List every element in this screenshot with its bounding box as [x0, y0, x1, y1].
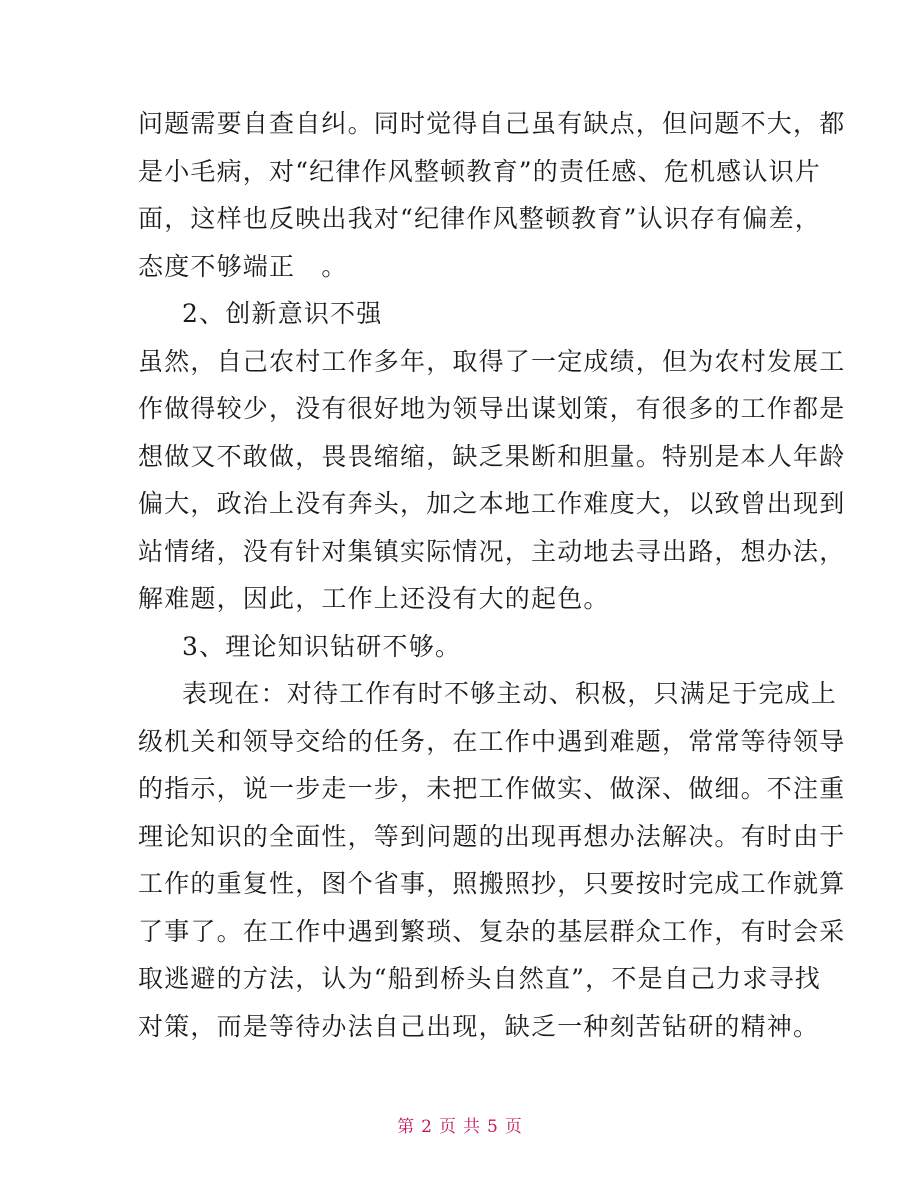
text-line: 对策，而是等待办法自己出现，缺乏一种刻苦钻研的精神。: [138, 1011, 820, 1041]
text-line: 解难题，因此，工作上还没有大的起色。: [138, 584, 610, 613]
footer-prefix: 第: [397, 1117, 416, 1137]
text-line: 的指示，说一步走一步，未把工作做实、做深、做细。不注重: [138, 774, 846, 803]
text-line: 了事了。在工作中遇到繁琐、复杂的基层群众工作，有时会采: [138, 916, 846, 946]
paragraph-theory: [138, 670, 846, 1050]
footer-total-word: 共: [463, 1117, 481, 1137]
footer-suffix: 页: [504, 1117, 523, 1137]
footer-current-page: 2: [421, 1117, 433, 1137]
page-footer: [0, 1112, 920, 1137]
text-line: 虽然，自己农村工作多年，取得了一定成绩，但为农村发展工: [138, 346, 846, 376]
text-line: 表现在：对待工作有时不够主动、积极，只满足于完成上: [182, 679, 838, 708]
footer-page-word: 页: [439, 1117, 457, 1137]
text-line: 问题需要自查自纠。同时觉得自己虽有缺点，但问题不大，都: [138, 109, 846, 138]
paragraph-self-check: [138, 100, 846, 290]
text-line: 作做得较少，没有很好地为领导出谋划策，有很多的工作都是: [138, 394, 846, 423]
text-line: 偏大，政治上没有奔头，加之本地工作难度大，以致曾出现到: [138, 489, 846, 518]
text-line: 想做又不敢做，畏畏缩缩，缺乏果断和胆量。特别是本人年龄: [138, 441, 846, 471]
text-line: 是小毛病，对“纪律作风整顿教育”的责任感、危机感认识片: [138, 156, 821, 186]
section-heading-theory: 3、理论知识钻研不够。: [182, 631, 462, 661]
text-line: 理论知识的全面性，等到问题的出现再想办法解决。有时由于: [138, 821, 846, 851]
paragraph-innovation: [138, 338, 846, 623]
text-line: 面，这样也反映出我对“纪律作风整顿教育”认识存有偏差，: [138, 204, 821, 233]
text-line: 级机关和领导交给的任务，在工作中遇到难题，常常等待领导: [138, 726, 846, 756]
footer-total-pages: 5: [487, 1117, 499, 1137]
text-line: 取逃避的方法，认为“船到桥头自然直”，不是自己力求寻找: [138, 964, 821, 993]
text-line: 站情绪，没有针对集镇实际情况，主动地去寻出路，想办法，: [138, 536, 846, 566]
text-line: 态度不够端正 。: [138, 251, 348, 281]
text-line: 工作的重复性，图个省事，照搬照抄，只要按时完成工作就算: [138, 869, 846, 898]
section-heading-innovation: 2、创新意识不强: [182, 299, 383, 328]
document-body: [138, 100, 846, 1050]
